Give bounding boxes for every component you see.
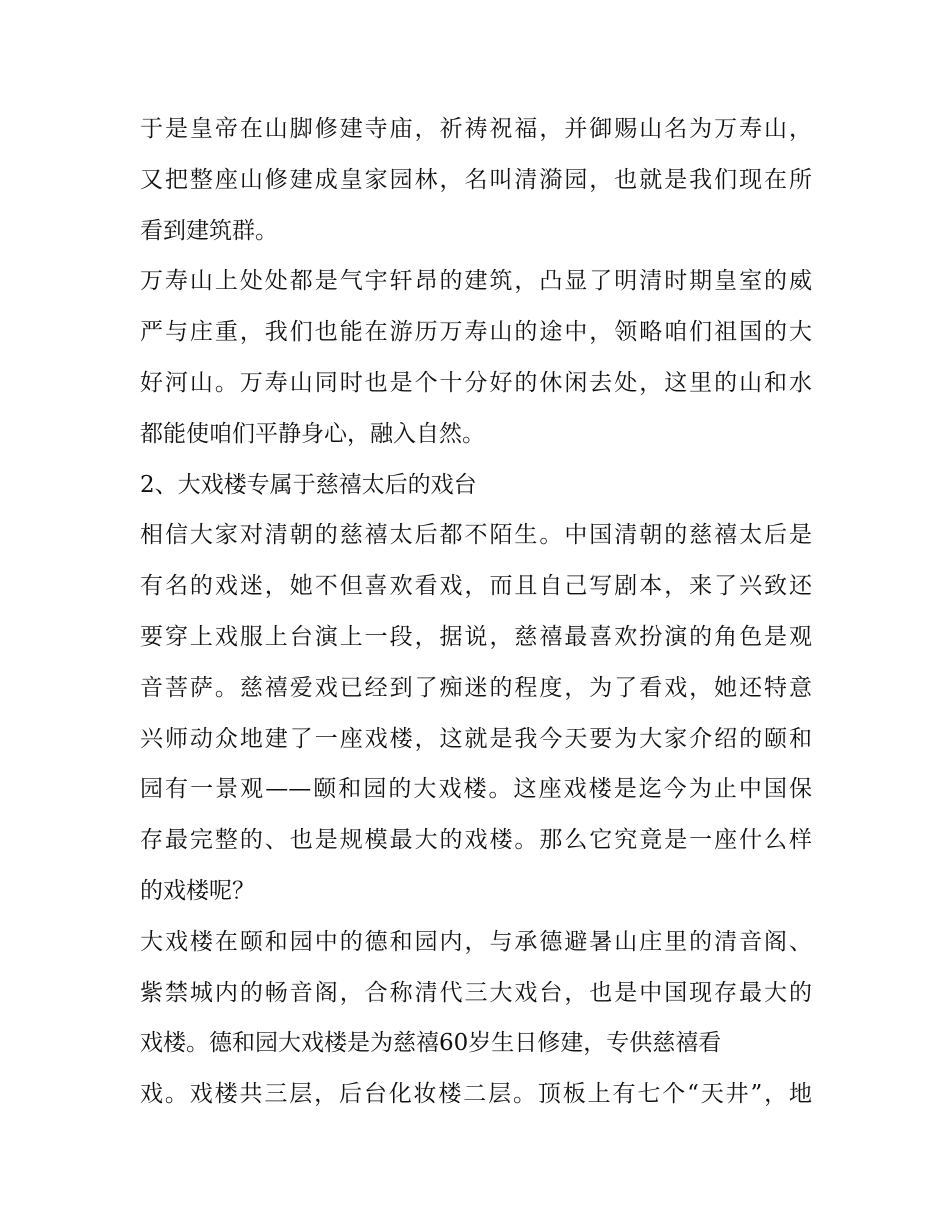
paragraph-wanshoushan-buildings	[140, 256, 812, 459]
text-line: 万寿山上处处都是气宇轩昂的建筑，凸显了明清时期皇室的威	[140, 268, 812, 295]
text-line: 园有一景观——颐和园的大戏楼。这座戏楼是迄今为止中国保	[140, 776, 812, 803]
section-heading-text: 2、大戏楼专属于慈禧太后的戏台	[140, 471, 477, 498]
text-line: 存最完整的、也是规模最大的戏楼。那么它究竟是一座什么样	[140, 827, 812, 854]
paragraph-cixi-opera	[140, 510, 812, 916]
text-line: 的戏楼呢？	[140, 877, 255, 904]
text-line: 戏。戏楼共三层，后台化妆楼二层。顶板上有七个“天井”，地	[140, 1081, 812, 1108]
paragraph-wanshoushan-origin	[140, 104, 812, 256]
text-line: 好河山。万寿山同时也是个十分好的休闲去处，这里的山和水	[140, 369, 812, 396]
text-line: 相信大家对清朝的慈禧太后都不陌生。中国清朝的慈禧太后是	[140, 522, 812, 549]
text-line: 于是皇帝在山脚修建寺庙，祈祷祝福，并御赐山名为万寿山，	[140, 116, 812, 142]
paragraph-grand-theater	[140, 917, 812, 1120]
document-body	[140, 104, 812, 1120]
text-line: 音菩萨。慈禧爱戏已经到了痴迷的程度，为了看戏，她还特意	[140, 674, 812, 701]
section-heading	[140, 460, 812, 511]
text-line: 都能使咱们平静身心，融入自然。	[140, 420, 485, 447]
text-line: 看到建筑群。	[140, 217, 278, 244]
text-line: 戏楼。德和园大戏楼是为慈禧60岁生日修建，专供慈禧看	[140, 1030, 722, 1057]
text-line: 兴师动众地建了一座戏楼，这就是我今天要为大家介绍的颐和	[140, 725, 812, 752]
text-line: 要穿上戏服上台演上一段，据说，慈禧最喜欢扮演的角色是观	[140, 623, 812, 650]
text-line: 有名的戏迷，她不但喜欢看戏，而且自己写剧本，来了兴致还	[140, 573, 812, 600]
text-line: 又把整座山修建成皇家园林，名叫清漪园，也就是我们现在所	[140, 166, 812, 193]
text-line: 大戏楼在颐和园中的德和园内，与承德避暑山庄里的清音阁、	[140, 928, 812, 955]
text-line: 紫禁城内的畅音阁，合称清代三大戏台，也是中国现存最大的	[140, 979, 812, 1006]
text-line: 严与庄重，我们也能在游历万寿山的途中，领略咱们祖国的大	[140, 319, 812, 346]
